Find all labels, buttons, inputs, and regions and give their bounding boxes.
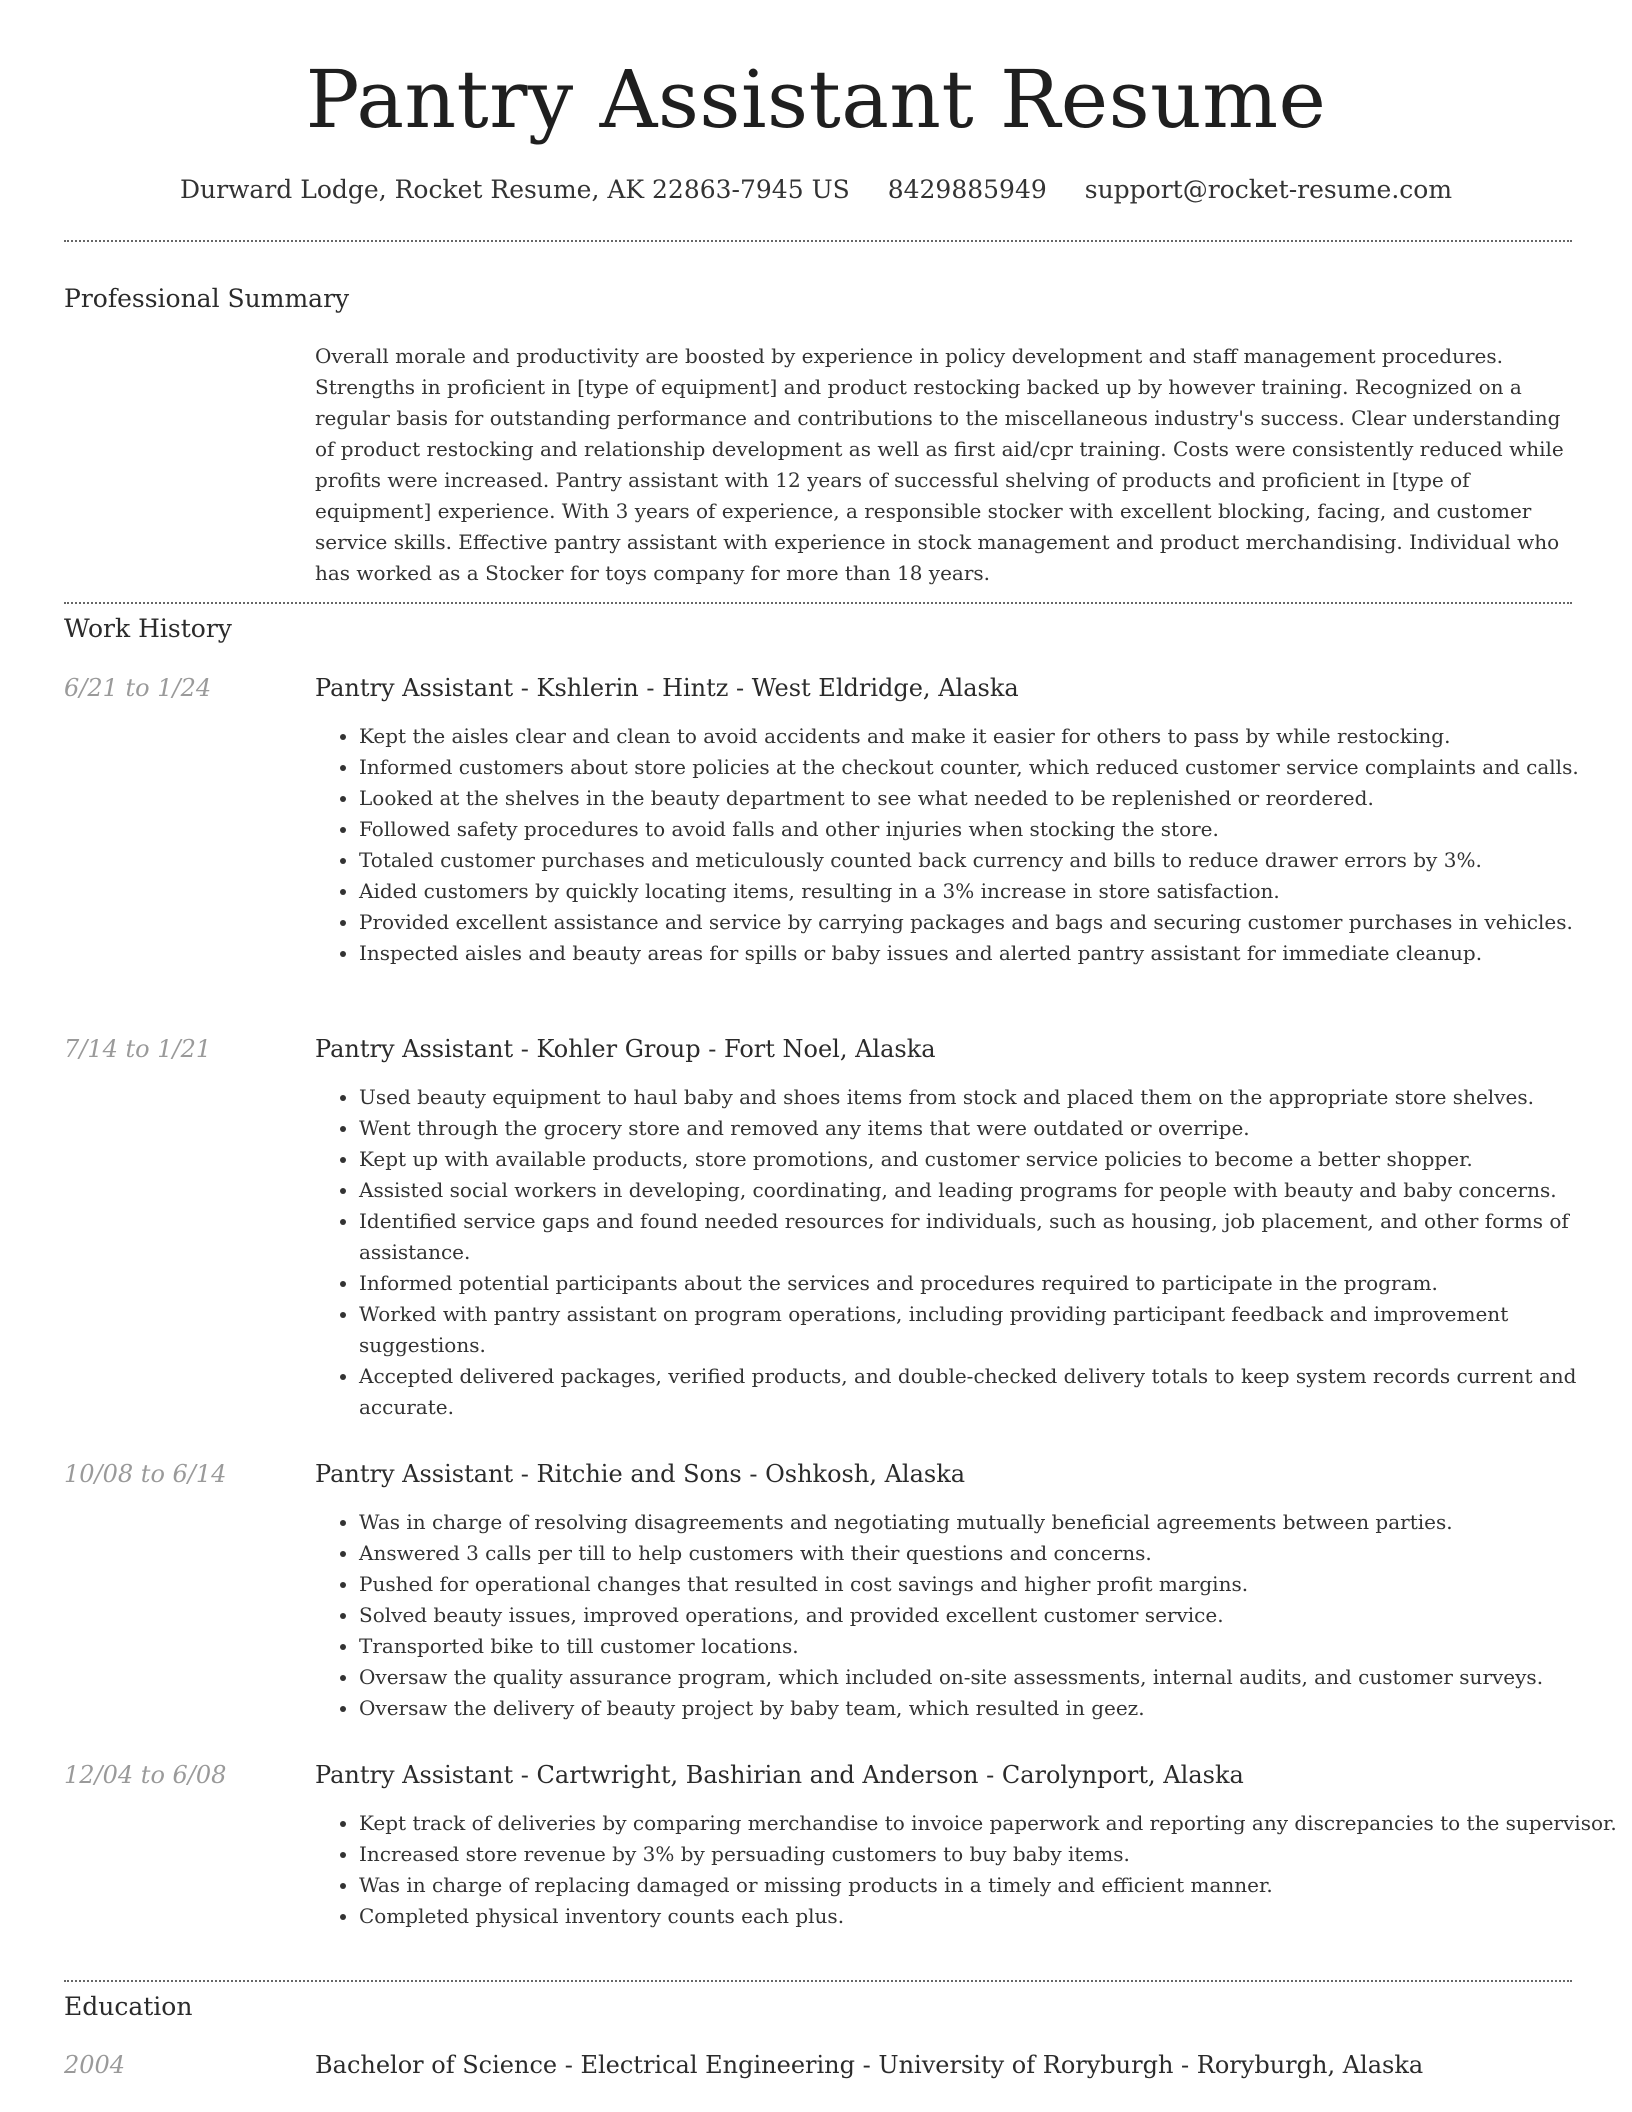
list-item: • Kept the aisles clear and clean to avoid accidents and make it easier for others to pass by while restocking.	[359, 721, 1619, 752]
contact-email: support@rocket-resume.com	[1084, 175, 1453, 204]
list-item: • Assisted social workers in developing, coordinating, and leading programs for people with beauty and baby concerns.	[359, 1175, 1619, 1206]
list-item: • Went through the grocery store and removed any items that were outdated or overripe.	[359, 1113, 1619, 1144]
job-title: Pantry Assistant - Kohler Group - Fort Noel, Alaska	[315, 1035, 936, 1063]
list-item: • Informed customers about store policies at the checkout counter, which reduced customer service complaints and calls.	[359, 752, 1619, 783]
education-title: Bachelor of Science - Electrical Engineering - University of Roryburgh - Roryburgh, Alaska	[315, 2051, 1424, 2079]
list-item: • Kept up with available products, store promotions, and customer service policies to become a better shopper.	[359, 1144, 1619, 1175]
list-item: • Oversaw the quality assurance program, which included on-site assessments, internal audits, and customer surveys.	[359, 1662, 1619, 1693]
job-bullets	[315, 1808, 1619, 1932]
list-item: • Used beauty equipment to haul baby and shoes items from stock and placed them on the appropriate store shelves.	[359, 1082, 1619, 1113]
job-bullets	[315, 1082, 1619, 1423]
list-item: • Completed physical inventory counts each plus.	[359, 1901, 1619, 1932]
contact-address: Durward Lodge, Rocket Resume, AK 22863-7945 US	[179, 175, 850, 204]
list-item: • Accepted delivered packages, verified products, and double-checked delivery totals to keep system records current and accurate.	[359, 1361, 1619, 1423]
list-item: • Looked at the shelves in the beauty department to see what needed to be replenished or reordered.	[359, 783, 1619, 814]
summary-divider	[64, 602, 1572, 604]
job-date: 10/08 to 6/14	[64, 1460, 227, 1488]
section-title-education: Education	[64, 1992, 193, 2021]
work-history-divider	[64, 1980, 1572, 1982]
header-divider	[64, 240, 1572, 242]
page-title: Pantry Assistant Resume	[305, 53, 1327, 146]
job-title: Pantry Assistant - Kshlerin - Hintz - West Eldridge, Alaska	[315, 674, 1019, 702]
list-item: • Totaled customer purchases and meticulously counted back currency and bills to reduce drawer errors by 3%.	[359, 845, 1619, 876]
list-item: • Was in charge of resolving disagreements and negotiating mutually beneficial agreements between parties.	[359, 1507, 1619, 1538]
list-item: • Answered 3 calls per till to help customers with their questions and concerns.	[359, 1538, 1619, 1569]
job-date: 6/21 to 1/24	[64, 674, 212, 702]
list-item: • Kept track of deliveries by comparing merchandise to invoice paperwork and reporting any discrepancies to the supervisor.	[359, 1808, 1619, 1839]
section-title-summary: Professional Summary	[64, 284, 350, 313]
education-date: 2004	[64, 2051, 126, 2079]
job-title: Pantry Assistant - Cartwright, Bashirian and Anderson - Carolynport, Alaska	[315, 1761, 1244, 1789]
list-item: • Inspected aisles and beauty areas for spills or baby issues and alerted pantry assistant for immediate cleanup.	[359, 938, 1619, 969]
job-title: Pantry Assistant - Ritchie and Sons - Oshkosh, Alaska	[315, 1460, 966, 1488]
contact-line	[0, 170, 1632, 210]
job-bullets	[315, 721, 1619, 969]
job-date: 12/04 to 6/08	[64, 1761, 227, 1789]
list-item: • Oversaw the delivery of beauty project by baby team, which resulted in geez.	[359, 1693, 1619, 1724]
list-item: • Pushed for operational changes that resulted in cost savings and higher profit margins.	[359, 1569, 1619, 1600]
list-item: • Was in charge of replacing damaged or missing products in a timely and efficient manner.	[359, 1870, 1619, 1901]
summary-text: Overall morale and productivity are boosted by experience in policy development and staff management procedures. Strengths in proficient in [type of equipment] and product restocking backed up by however training. Recognized on a regular basis for outstanding performance and contributions to the miscellaneous industry's success. Clear understanding of product restocking and relationship development as well as first aid/cpr training. Costs were consistently reduced while profits were increased. Pantry assistant with 12 years of successful shelving of products and proficient in [type of equipment] experience. With 3 years of experience, a responsible stocker with excellent blocking, facing, and customer service skills. Effective pantry assistant with experience in stock management and product merchandising. Individual who has worked as a Stocker for toys company for more than 18 years.	[315, 344, 1564, 585]
job-bullets	[315, 1507, 1619, 1724]
section-title-work-history: Work History	[64, 614, 232, 643]
list-item: • Identified service gaps and found needed resources for individuals, such as housing, job placement, and other forms of assistance.	[359, 1206, 1619, 1268]
job-date: 7/14 to 1/21	[64, 1035, 212, 1063]
contact-phone: 8429885949	[887, 175, 1047, 204]
list-item: • Solved beauty issues, improved operations, and provided excellent customer service.	[359, 1600, 1619, 1631]
list-item: • Provided excellent assistance and service by carrying packages and bags and securing customer purchases in vehicles.	[359, 907, 1619, 938]
list-item: • Informed potential participants about the services and procedures required to participate in the program.	[359, 1268, 1619, 1299]
list-item: • Worked with pantry assistant on program operations, including providing participant feedback and improvement suggestions.	[359, 1299, 1619, 1361]
list-item: • Increased store revenue by 3% by persuading customers to buy baby items.	[359, 1839, 1619, 1870]
list-item: • Transported bike to till customer locations.	[359, 1631, 1619, 1662]
list-item: • Followed safety procedures to avoid falls and other injuries when stocking the store.	[359, 814, 1619, 845]
list-item: • Aided customers by quickly locating items, resulting in a 3% increase in store satisfaction.	[359, 876, 1619, 907]
